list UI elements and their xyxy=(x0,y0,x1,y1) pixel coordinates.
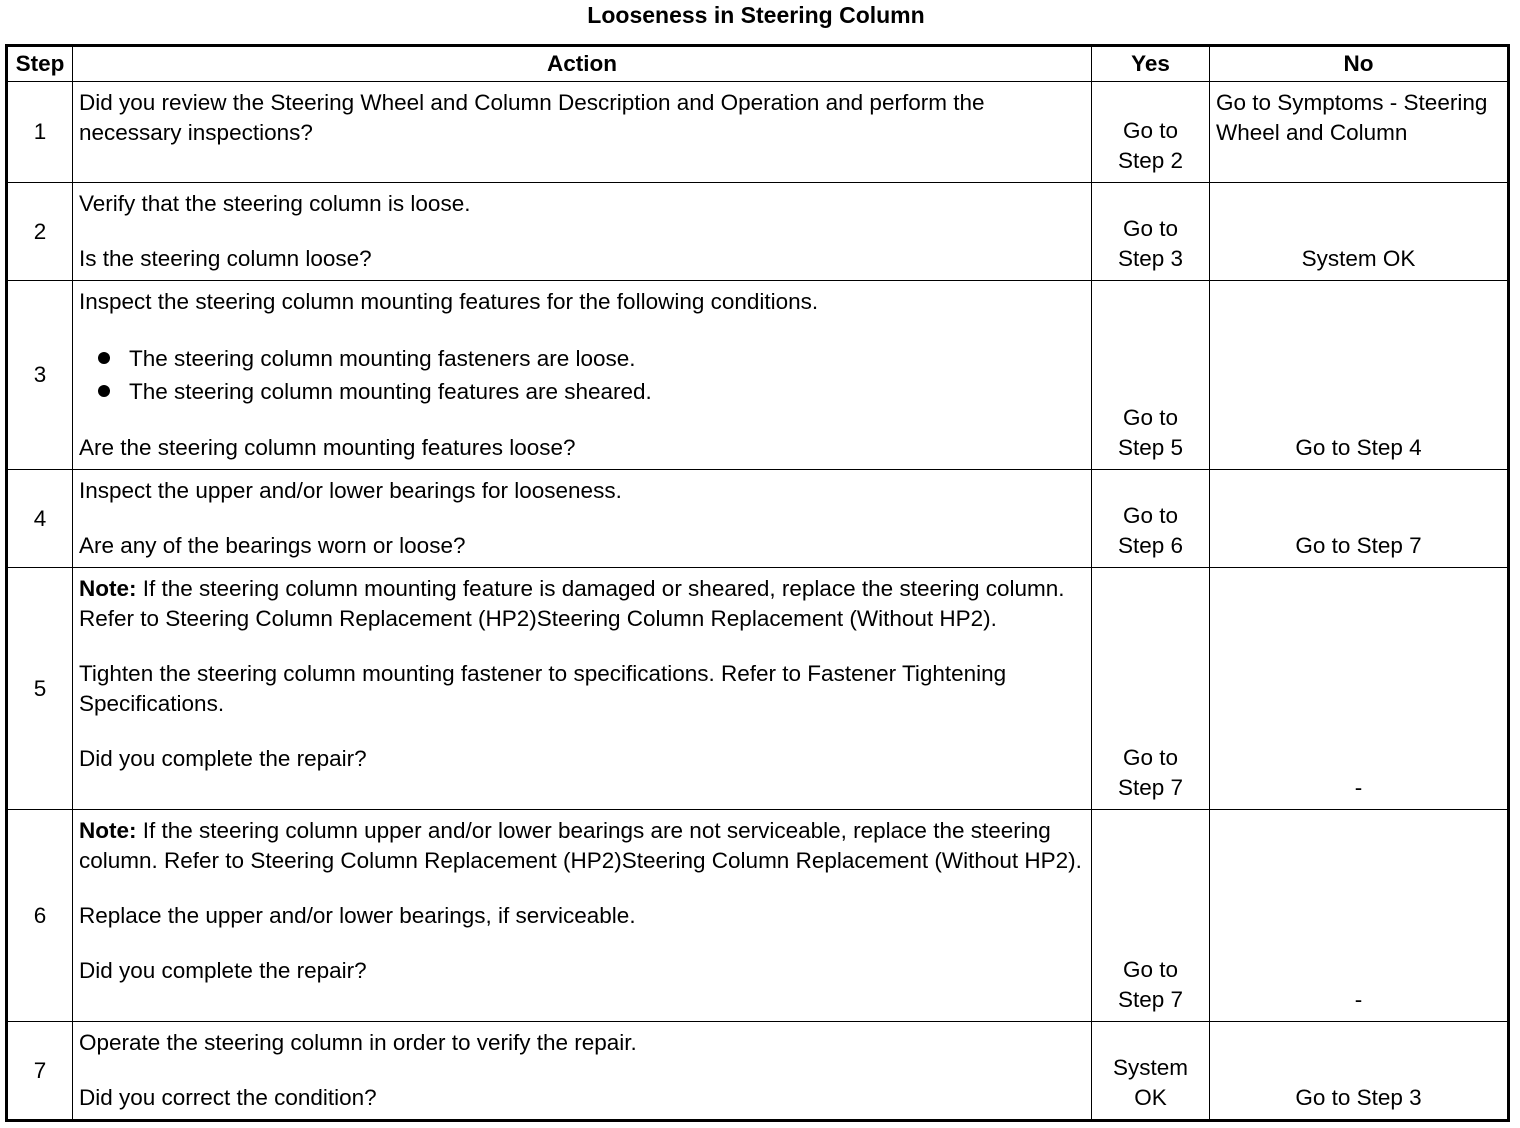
header-yes: Yes xyxy=(1092,46,1210,82)
yes-result: Go to Step 2 xyxy=(1092,82,1210,183)
step-number: 3 xyxy=(7,281,73,470)
list-item xyxy=(79,375,1085,408)
no-result: Go to Step 4 xyxy=(1210,281,1509,470)
yes-result: System OK xyxy=(1092,1022,1210,1121)
note-text: If the steering column mounting feature is damaged or sheared, replace the steering column. Refer to Steering Column Replacement (HP2)Steering Column Replacement (Without HP2). xyxy=(79,576,1065,631)
no-result: - xyxy=(1210,568,1509,810)
note-label: Note: xyxy=(79,576,137,601)
condition-list xyxy=(79,342,1085,408)
yes-result: Go to Step 7 xyxy=(1092,810,1210,1022)
action-question: Are the steering column mounting features loose? xyxy=(79,435,576,460)
no-result: Go to Symptoms - Steering Wheel and Column xyxy=(1210,82,1509,183)
table-row xyxy=(7,1022,1509,1121)
step-number: 7 xyxy=(7,1022,73,1121)
list-item-text: The steering column mounting features are sheared. xyxy=(129,379,652,404)
no-result: Go to Step 3 xyxy=(1210,1022,1509,1121)
list-item-text: The steering column mounting fasteners are loose. xyxy=(129,346,636,371)
table-row xyxy=(7,810,1509,1022)
action-cell xyxy=(73,810,1092,1022)
action-question: Are any of the bearings worn or loose? xyxy=(79,533,466,558)
action-text: Replace the upper and/or lower bearings, if serviceable. xyxy=(79,903,636,928)
action-text: Tighten the steering column mounting fastener to specifications. Refer to Fastener Tightening Specifications. xyxy=(79,661,1007,716)
step-number: 6 xyxy=(7,810,73,1022)
note-paragraph xyxy=(79,574,1085,634)
action-cell xyxy=(73,82,1092,183)
action-cell xyxy=(73,568,1092,810)
yes-result: Go to Step 5 xyxy=(1092,281,1210,470)
action-cell xyxy=(73,281,1092,470)
no-result: System OK xyxy=(1210,183,1509,281)
page-title: Looseness in Steering Column xyxy=(587,2,925,28)
action-text: Inspect the upper and/or lower bearings for looseness. xyxy=(79,478,622,503)
header-no: No xyxy=(1210,46,1509,82)
table-row xyxy=(7,82,1509,183)
header-step: Step xyxy=(7,46,73,82)
note-paragraph xyxy=(79,816,1085,876)
bullet-icon xyxy=(98,385,110,397)
header-action: Action xyxy=(73,46,1092,82)
action-text: Inspect the steering column mounting features for the following conditions. xyxy=(79,289,819,314)
action-question: Did you complete the repair? xyxy=(79,958,367,983)
table-row xyxy=(7,281,1509,470)
note-label: Note: xyxy=(79,818,137,843)
diagnostic-table xyxy=(5,44,1510,1122)
action-text: Operate the steering column in order to verify the repair. xyxy=(79,1030,637,1055)
action-question: Did you complete the repair? xyxy=(79,746,367,771)
note-text: If the steering column upper and/or lower bearings are not serviceable, replace the steering column. Refer to Steering Column Replacement (HP2)Steering Column Replacement (Without HP2). xyxy=(79,818,1082,873)
action-cell xyxy=(73,470,1092,568)
step-number: 4 xyxy=(7,470,73,568)
table-row xyxy=(7,568,1509,810)
yes-result: Go to Step 3 xyxy=(1092,183,1210,281)
list-item xyxy=(79,342,1085,375)
step-number: 1 xyxy=(7,82,73,183)
table-row xyxy=(7,470,1509,568)
step-number: 2 xyxy=(7,183,73,281)
table-row xyxy=(7,183,1509,281)
action-question: Is the steering column loose? xyxy=(79,246,372,271)
action-text: Verify that the steering column is loose. xyxy=(79,191,471,216)
table-header-row xyxy=(7,46,1509,82)
action-text: Did you review the Steering Wheel and Column Description and Operation and perform the necessary inspections? xyxy=(79,90,985,145)
bullet-icon xyxy=(98,352,110,364)
no-result: Go to Step 7 xyxy=(1210,470,1509,568)
step-number: 5 xyxy=(7,568,73,810)
yes-result: Go to Step 7 xyxy=(1092,568,1210,810)
action-question: Did you correct the condition? xyxy=(79,1085,377,1110)
action-cell xyxy=(73,183,1092,281)
no-result: - xyxy=(1210,810,1509,1022)
action-cell xyxy=(73,1022,1092,1121)
yes-result: Go to Step 6 xyxy=(1092,470,1210,568)
